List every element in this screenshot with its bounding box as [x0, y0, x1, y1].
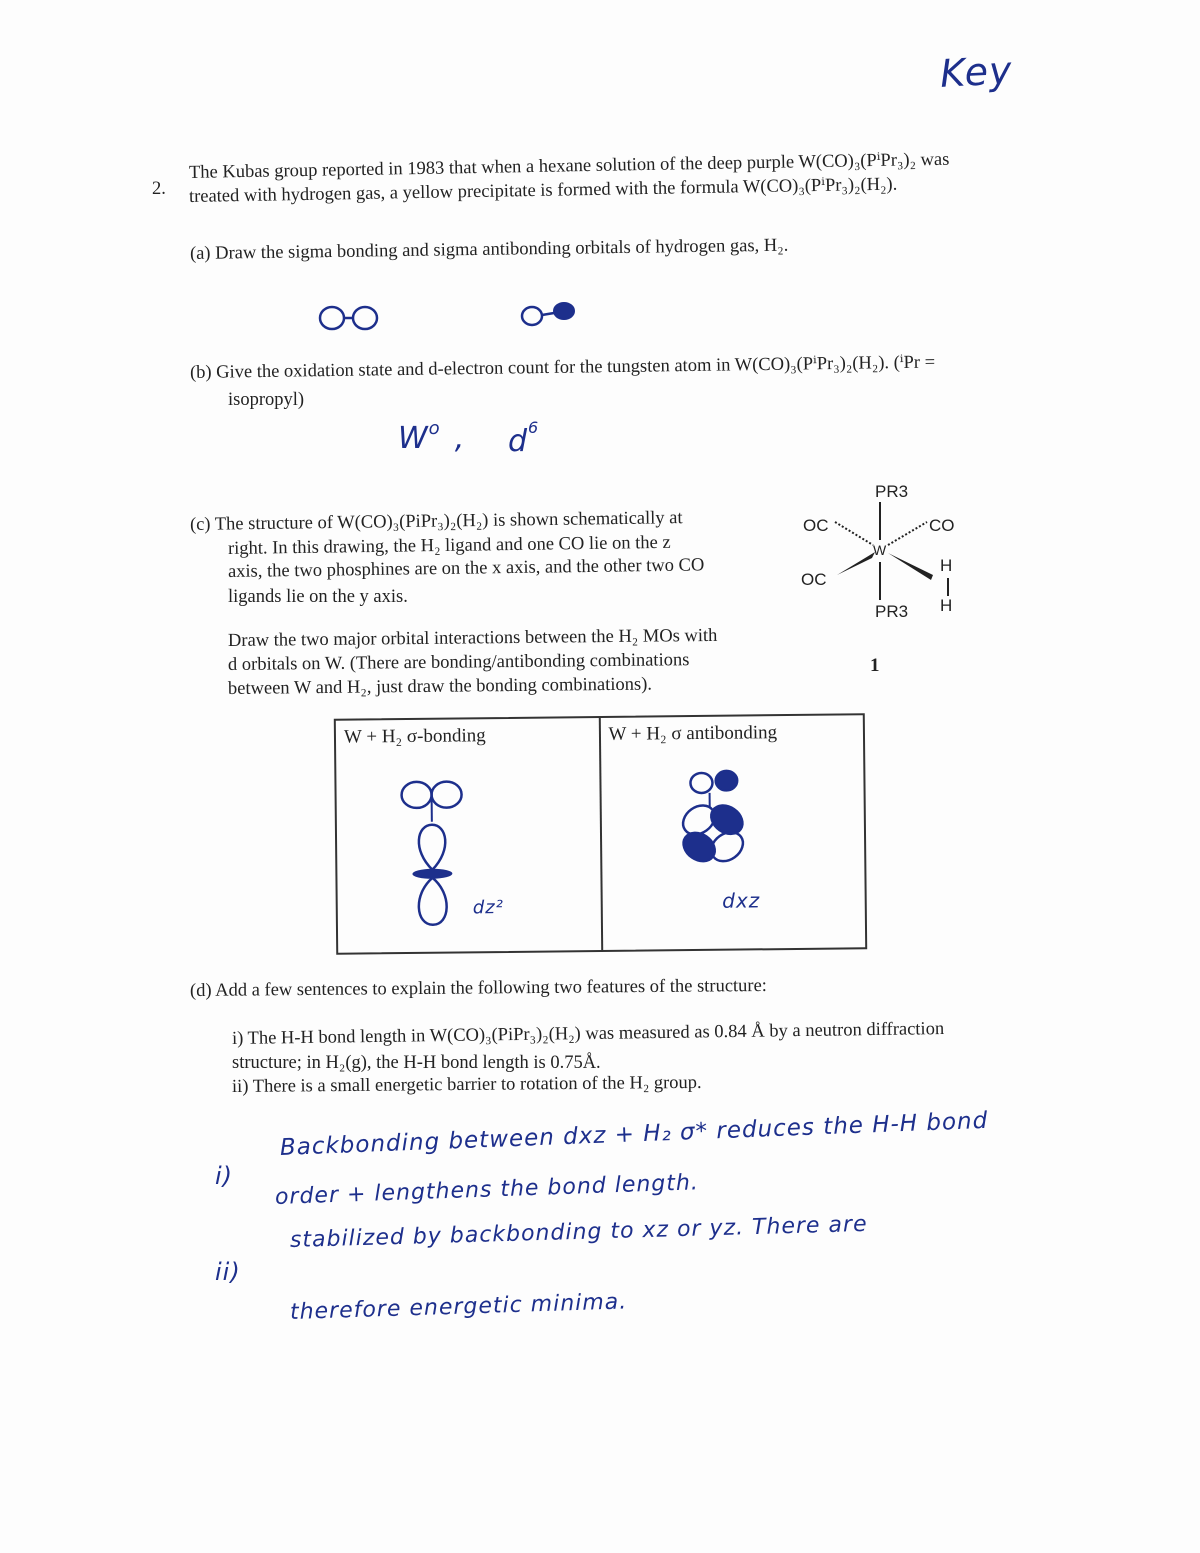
structure-pr3-top: PR3 — [875, 482, 909, 501]
part-d-intro: (d) Add a few sentences to explain the following two features of the structure: — [189, 975, 767, 1001]
answer-ii-line2: therefore energetic minima. — [289, 1289, 628, 1325]
part-a-text: (a) Draw the sigma bonding and sigma antibonding orbitals of hydrogen gas, H₂. — [189, 235, 789, 264]
h2-sigma-antibonding-orbital — [512, 296, 602, 332]
part-c-line4: ligands lie on the y axis. — [228, 587, 408, 607]
sigma-antibonding-cell — [598, 715, 865, 950]
orbital-interaction-table — [334, 713, 867, 955]
answer-i-label: i) — [215, 1162, 234, 1190]
answer-i-line1: Backbonding between dxz + H₂ σ* reduces the H-H bond — [279, 1107, 989, 1161]
h2-sigma-bonding-orbital — [310, 300, 400, 336]
answer-d-count: $d^6$ — [508, 418, 540, 459]
dz2-label: dz² — [472, 897, 504, 919]
structure-h-bottom: H — [940, 596, 953, 615]
sigma-antibonding-title: W + H₂ σ antibonding — [608, 722, 778, 745]
structure-oc-bottom: OC — [801, 570, 827, 589]
part-c-line3: axis, the two phosphines are on the x axis, and the other two CO — [227, 555, 705, 582]
question-intro-line2: treated with hydrogen gas, a yellow precipitate is formed with the formula W(CO)₃(PⁱPr₃)₂(H₂). — [188, 174, 898, 207]
part-d-i-line2: structure; in H₂(g), the H-H bond length is 0.75Å. — [232, 1053, 601, 1073]
key-label: Key — [938, 48, 1014, 96]
answer-oxidation-state: $W^o$ , — [398, 418, 466, 456]
part-c-line2: right. In this drawing, the H₂ ligand and one CO lie on the z — [227, 532, 671, 559]
structure-h-top: H — [940, 556, 953, 575]
structure-oc-top: OC — [803, 516, 829, 535]
answer-ii-line1: stabilized by backbonding to xz or yz. There are — [289, 1211, 868, 1253]
sigma-bonding-cell — [336, 718, 601, 953]
structure-pr3-bottom: PR3 — [875, 602, 909, 621]
question-intro-line1: The Kubas group reported in 1983 that when a hexane solution of the deep purple W(CO)₃(PⁱPr₃)₂ was — [188, 149, 950, 183]
answer-i-line2: order + lengthens the bond length. — [274, 1170, 700, 1210]
part-d-ii-line: ii) There is a small energetic barrier to rotation of the H₂ group. — [231, 1072, 702, 1097]
part-b-line2: isopropyl) — [228, 390, 305, 410]
structure-co-top: CO — [929, 516, 955, 535]
part-d-i-line1: i) The H-H bond length in W(CO)₃(PiPr₃)₂(H₂) was measured as 0.84 Å by a neutron diffraction — [231, 1019, 945, 1049]
dxz-label: dxz — [722, 888, 761, 913]
structure-w-center: W — [873, 542, 887, 558]
part-c-line7: between W and H₂, just draw the bonding combinations). — [227, 674, 653, 699]
part-c-line1: (c) The structure of W(CO)₃(PiPr₃)₂(H₂) is shown schematically at — [189, 508, 683, 535]
part-c-line5: Draw the two major orbital interactions between the H₂ MOs with — [227, 625, 718, 651]
structure-number: 1 — [870, 655, 880, 676]
part-b-line1: (b) Give the oxidation state and d-electron count for the tungsten atom in W(CO)₃(PⁱPr₃)₂(H₂). (ⁱPr = — [189, 352, 936, 383]
sigma-bonding-title: W + H₂ σ-bonding — [343, 725, 486, 748]
part-c-line6: d orbitals on W. (There are bonding/antibonding combinations — [227, 650, 690, 675]
molecular-structure — [795, 480, 975, 630]
answer-ii-label: ii) — [215, 1258, 241, 1286]
question-number: 2. — [152, 179, 166, 199]
